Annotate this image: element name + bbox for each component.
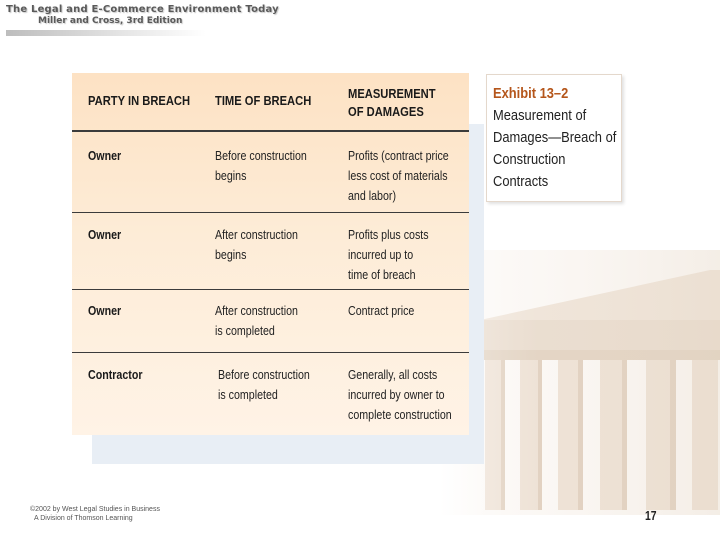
row2-time-line2: begins [215,247,247,262]
row4-time-line1: Before construction [218,367,310,382]
row3-measure-line1: Contract price [348,303,415,318]
row4-measure-line3: complete construction [348,407,452,422]
row2-party: Owner [88,227,122,242]
row-divider [72,212,469,213]
row1-time-line1: Before construction [215,148,307,163]
book-title: The Legal and E-Commerce Environment Today [6,4,279,15]
book-authors-edition: Miller and Cross, 3rd Edition [38,16,183,26]
row2-measure-line2: incurred up to [348,247,414,262]
row3-time-line2: is completed [215,323,275,338]
exhibit-label: Exhibit 13–2 [493,85,569,102]
header-time-of-breach: TIME OF BREACH [215,93,312,108]
row2-time-line1: After construction [215,227,298,242]
row1-measure-line2: less cost of materials [348,168,448,183]
header-rule [72,130,469,132]
row-divider [72,352,469,353]
row3-party: Owner [88,303,122,318]
header-party-in-breach: PARTY IN BREACH [88,93,191,108]
damages-table [72,73,469,435]
exhibit-title-line4: Contracts [493,173,549,190]
header-measurement-line1: MEASUREMENT [348,86,436,101]
row1-party: Owner [88,148,122,163]
row4-party: Contractor [88,367,143,382]
row4-measure-line1: Generally, all costs [348,367,438,382]
exhibit-title-line2: Damages—Breach of [493,129,617,146]
row1-time-line2: begins [215,168,247,183]
copyright-line1: ©2002 by West Legal Studies in Business [30,506,160,513]
row4-time-line2: is completed [218,387,278,402]
presentation-header [6,4,279,26]
row1-measure-line1: Profits (contract price [348,148,449,163]
copyright-line2: A Division of Thomson Learning [34,515,133,522]
exhibit-title-line1: Measurement of [493,107,587,124]
page-number: 17 [645,508,657,523]
row2-measure-line1: Profits plus costs [348,227,429,242]
row-divider [72,289,469,290]
exhibit-title-line3: Construction [493,151,566,168]
header-bar [6,30,206,36]
row4-measure-line2: incurred by owner to [348,387,445,402]
exhibit-caption [486,74,622,202]
row2-measure-line3: time of breach [348,267,416,282]
copyright-notice [30,505,160,523]
row3-time-line1: After construction [215,303,298,318]
header-measurement-line2: OF DAMAGES [348,104,424,119]
row1-measure-line3: and labor) [348,188,397,203]
